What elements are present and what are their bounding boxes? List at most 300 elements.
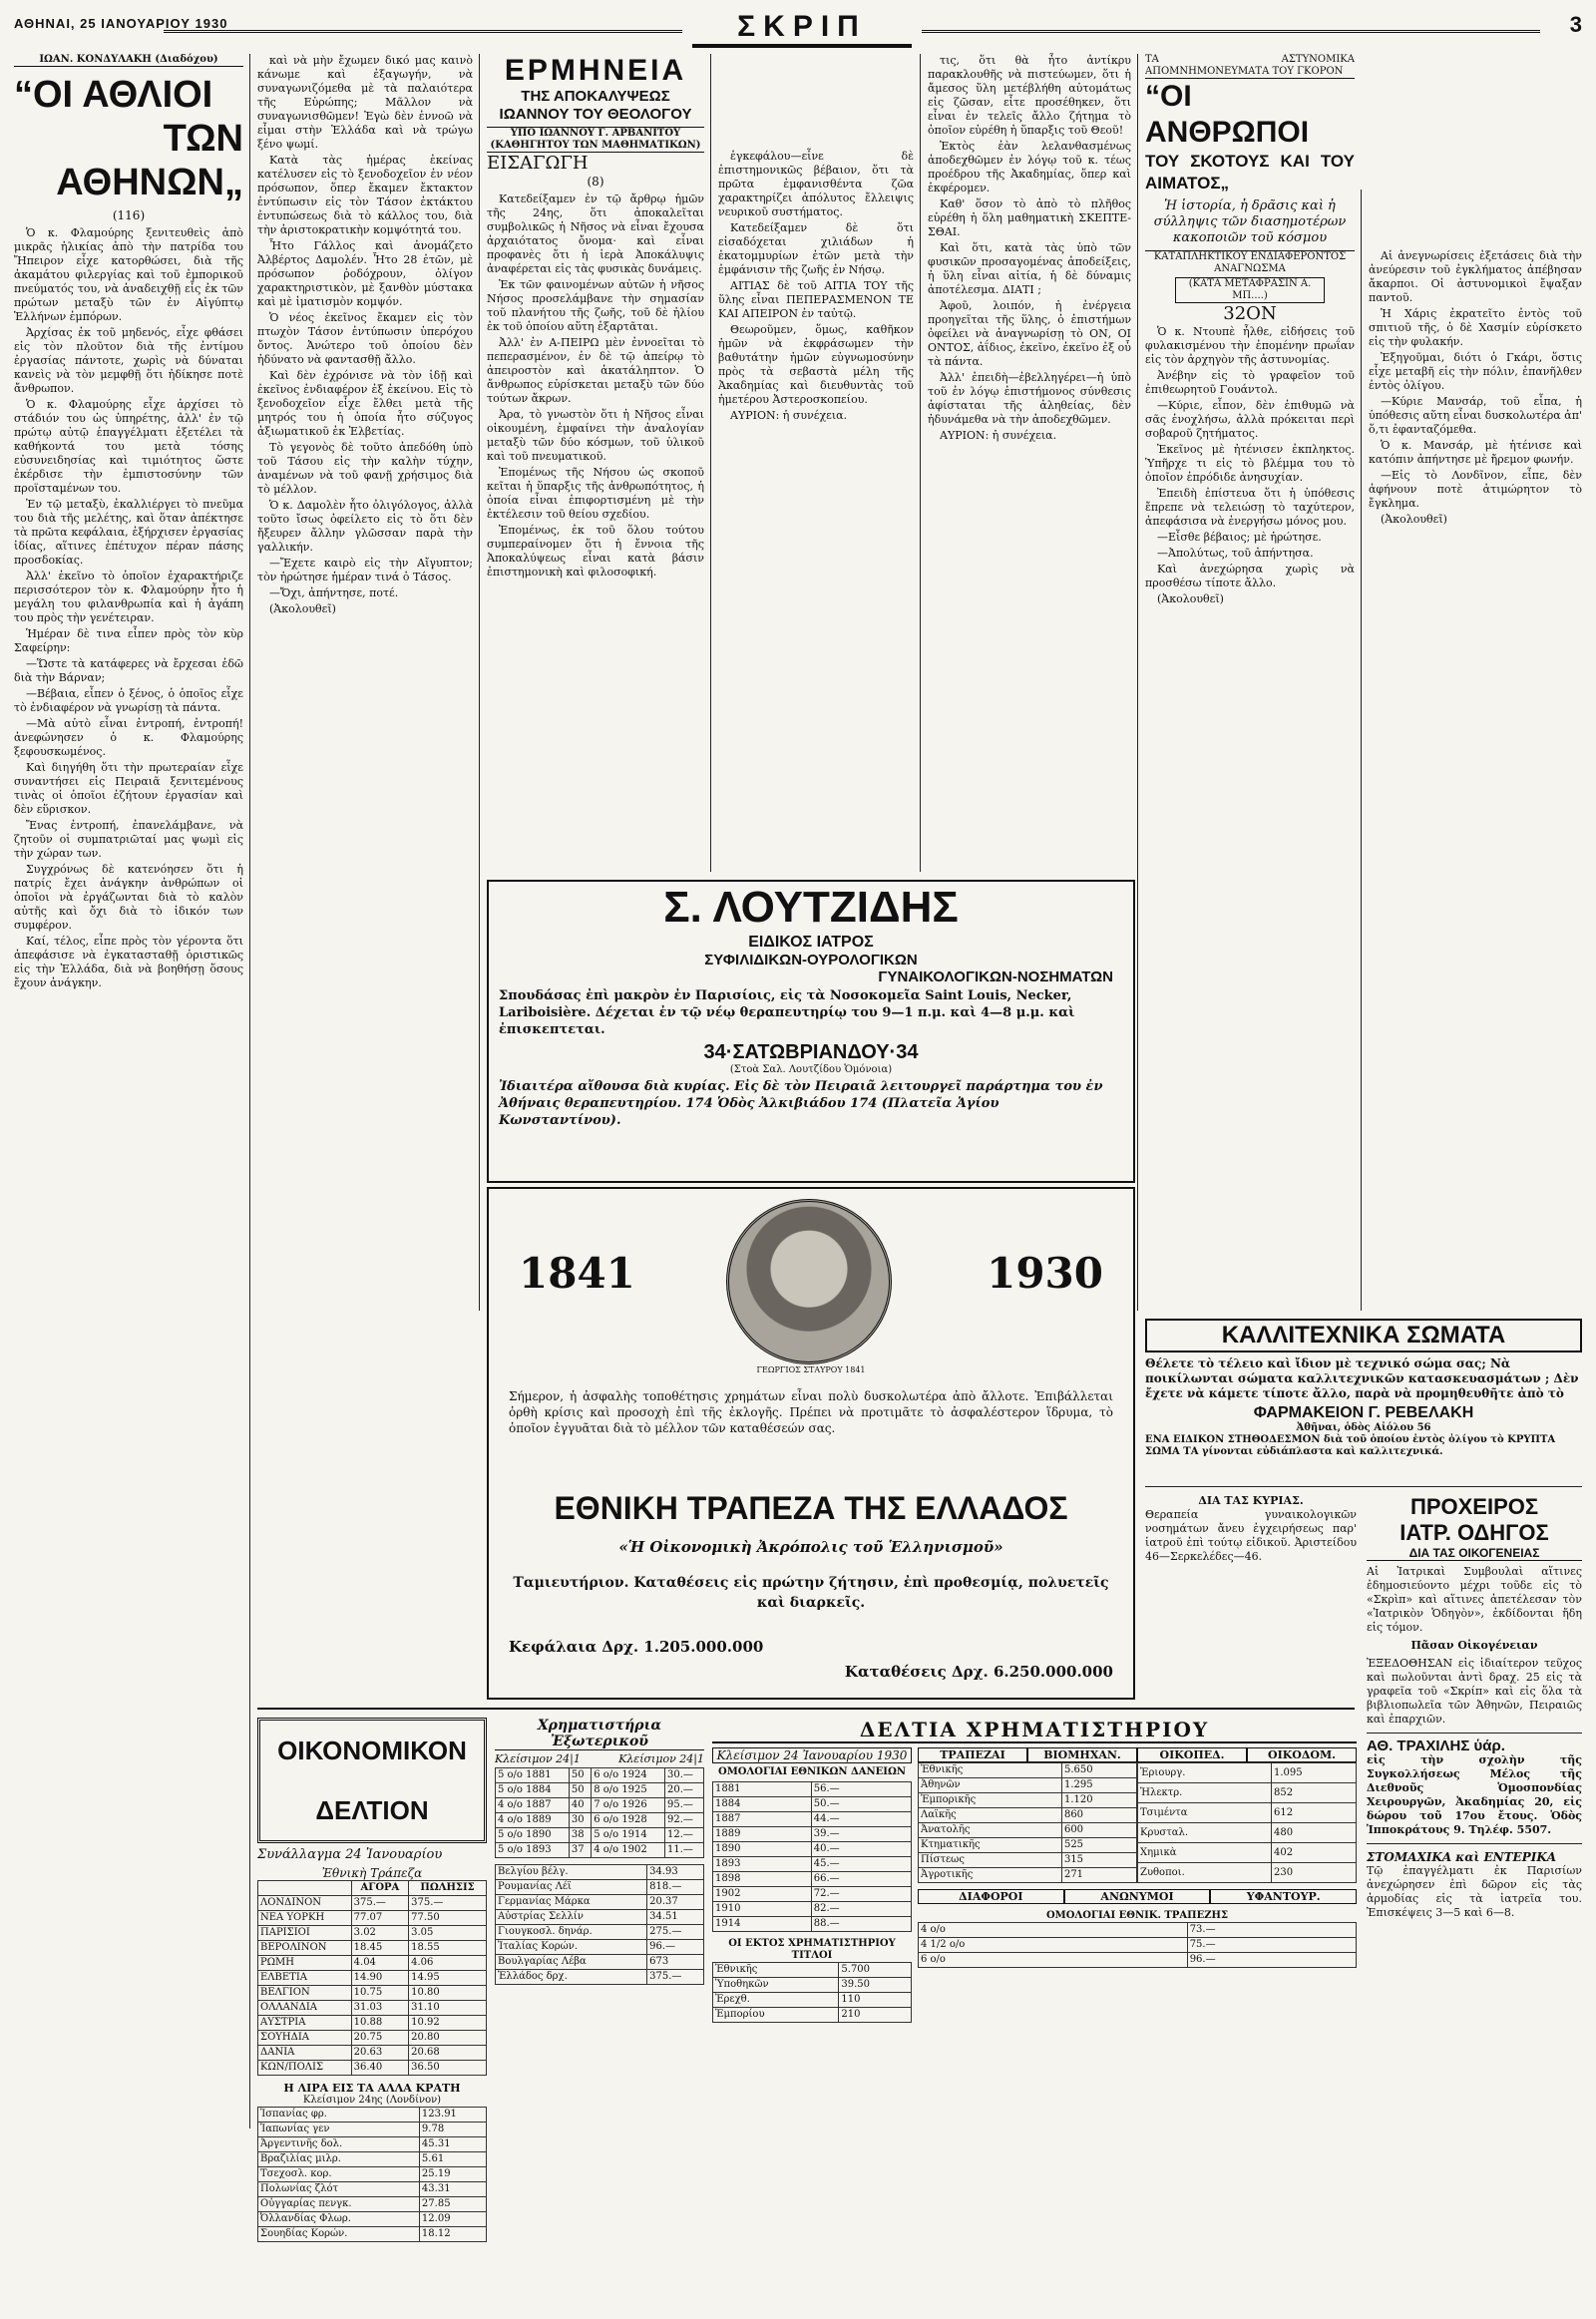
stock-section-header: ΟΙΚΟΔΟΜ.	[1247, 1747, 1357, 1762]
bank-row	[919, 1808, 1137, 1823]
gold-row-cell: Ὀλλανδίας Φλωρ.	[258, 2212, 420, 2227]
column-rule	[479, 54, 480, 1311]
gold-row	[258, 2167, 487, 2182]
foreign-stock-row-cell: Αὐστρίας Σελλίν	[496, 1910, 647, 1925]
bank-row-cell: 1.120	[1061, 1793, 1136, 1808]
exchange-row	[258, 1941, 487, 1956]
foreign-row-cell: 7 ο/ο 1926	[592, 1798, 665, 1813]
foreign-stock-row-cell: 375.—	[647, 1970, 704, 1985]
exchange-header-cell	[258, 1881, 352, 1896]
untraded-row-cell: Ἐρεχθ.	[713, 1993, 839, 2008]
masthead-title: ΣΚΡΙΠ	[692, 10, 912, 48]
foreign-stock-row-cell: Ρουμανίας Λέϊ	[496, 1880, 647, 1895]
exchange-row	[258, 2031, 487, 2046]
foreign-stock-row-cell: 34.51	[647, 1910, 704, 1925]
industry-row-cell: 402	[1272, 1843, 1357, 1863]
gold-row-cell: Πολωνίας ζλότ	[258, 2182, 420, 2197]
loan-row	[713, 1887, 912, 1902]
paragraph: Θεωροῦμεν, ὅμως, καθῆκον ἡμῶν νὰ ἐκφράσωμεν τὴν βαθυτάτην ἡμῶν εὐγνωμοσύνην πρὸς τὰ σεβαστὰ μέλη τῆς Ἀκαδημίας καὶ διευθυντὰς τοῦ ἡμετέρου Ἀστεροσκοπείου.	[718, 323, 914, 406]
foreign-stock-row	[496, 1910, 704, 1925]
exchange-row-cell: 20.68	[409, 2046, 487, 2061]
loan-row-cell: 72.—	[811, 1887, 911, 1902]
doctor-specialty-2: ΓΥΝΑΙΚΟΛΟΓΙΚΩΝ-ΝΟΣΗΜΑΤΩΝ	[878, 968, 1113, 985]
exchange-header-row	[258, 1881, 487, 1896]
anthropoi-kicker3: (ΚΑΤΑ ΜΕΤΑΦΡΑΣΙΝ Α. ΜΠ....)	[1175, 277, 1325, 303]
gold-row-cell: 5.61	[419, 2152, 486, 2167]
doctor-name: Σ. ΛΟΥΤΖΙΔΗΣ	[663, 883, 959, 932]
foreign-row	[496, 1828, 704, 1843]
bonds-rows	[919, 1923, 1357, 1968]
exchange-row-cell: ΟΛΛΑΝΔΙΑ	[258, 2001, 352, 2016]
exchange-bank: Ἐθνικὴ Τράπεζα	[321, 1866, 423, 1880]
foreign-row	[496, 1783, 704, 1798]
industry-table	[1137, 1762, 1357, 1883]
column-rule	[249, 54, 250, 2128]
exchange-row-cell: 10.92	[409, 2016, 487, 2031]
bank-row	[919, 1823, 1137, 1838]
loan-row-cell: 1890	[713, 1842, 812, 1857]
paragraph: —Κύριε Μανσάρ, τοῦ εἶπα, ἡ ὑπόθεσις αὕτη εἶναι δυσκολωτέρα ἀπ' ὅ,τι ἐφανταζόμεθα.	[1369, 395, 1582, 436]
guide-title-2: ΙΑΤΡ. ΟΔΗΓΟΣ	[1399, 1520, 1549, 1545]
untraded-row-cell: 110	[839, 1993, 912, 2008]
gold-row-cell: Ἰαπωνίας γεν	[258, 2123, 420, 2137]
gold-row-cell: 9.78	[419, 2123, 486, 2137]
exchange-row-cell: 3.02	[351, 1926, 408, 1941]
doctor-details: Σπουδάσας ἐπὶ μακρὸν ἐν Παρισίοις, εἰς τὰ Νοσοκομεῖα Saint Louis, Necker, Lariboisière. Δέχεται ἐν τῷ νέῳ θεραπευτηρίῳ του 9—1 π.μ. καὶ 4—8 μ.μ. καὶ ἐπισκεπτεται.	[499, 988, 1075, 1037]
art-sub: ΕΝΑ ΕΙΔΙΚΟΝ ΣΤΗΘΟΔΕΣΜΟΝ διὰ τοῦ ὁποίου ἐντὸς ὀλίγου τὸ ΚΡΥΠΤΑ ΣΩΜΑ ΤΑ γίνονται εὐδιάπλαστα καὶ καλλιτεχνικά.	[1145, 1434, 1556, 1457]
ermineia-section: ΕΙΣΑΓΩΓΗ	[487, 153, 589, 174]
paragraph: Ὁ κ. Ντουπὲ ἦλθε, εἰδήσεις τοῦ φυλακισμένου τὴν ἐπομένην πρωΐαν εἰς τὸν ἀρχηγὸν τῆς ἀστυνομίας.	[1145, 325, 1355, 366]
exchange-row	[258, 2016, 487, 2031]
column-athlioi	[14, 54, 243, 2128]
paragraph: Ἐν τῷ μεταξὺ, ἐκαλλιέργει τὸ πνεῦμα του διὰ τῆς μελέτης, καὶ ὅταν ἀπέκτησε τὰ πρῶτα κεφάλαια, ἐξήρχισεν ἐργασίας ἰδίας, αἵτινες ἐπέτυχον πέραν πάσης προσδοκίας.	[14, 498, 243, 567]
foreign-row-cell: 50	[569, 1768, 591, 1783]
exchange-row	[258, 1986, 487, 2001]
anthropoi-kicker: ΤΑ ΑΣΤΥΝΟΜΙΚΑ ΑΠΟΜΝΗΜΟΝΕΥΜΑΤΑ ΤΟΥ ΓΚΟΡΟΝ	[1145, 54, 1355, 77]
art-title: ΚΑΛΛΙΤΕΧΝΙΚΑ ΣΩΜΑΤΑ	[1145, 1319, 1582, 1353]
paragraph: Ἦτο Γάλλος καὶ ἀνομάζετο Ἀλβέρτος Δαμολέν. Ἦτο 28 ἐτῶν, μὲ πρόσωπον ῥοδόχρουν, ὀλίγον χαρακτηριστικὸν, μὲ ξανθὸν μύστακα καὶ μὲ ἱματισμὸν κομψόν.	[257, 239, 473, 308]
loan-row	[713, 1842, 912, 1857]
loan-row	[713, 1857, 912, 1872]
athlioi-author: ΙΩΑΝ. ΚΟΝΔΥΛΑΚΗ (Διαδόχου)	[14, 54, 243, 67]
bond-row-cell: 73.—	[1187, 1923, 1356, 1938]
paragraph: Ἀλλ' ἐκεῖνο τὸ ὁποῖον ἐχαρακτήριζε περισσότερον τὸν κ. Φλαμούρην ἦτο ἡ μεγάλη του φιλανθρωπία καὶ ἡ ἀγάπη του πρὸς τὴν γενέτειραν.	[14, 570, 243, 624]
exchange-row-cell: 36.40	[351, 2061, 408, 2076]
gold-row	[258, 2227, 487, 2242]
foreign-col1: Κλείσιμον 24|1	[495, 1752, 581, 1765]
gold-row-cell: Ἀργεντινῆς δολ.	[258, 2137, 420, 2152]
foreign-title: Χρηματιστήρια Ἐξωτερικοῦ	[495, 1718, 704, 1750]
bond-row	[919, 1953, 1357, 1968]
foreign-stock-row-cell: 673	[647, 1955, 704, 1970]
foreign-row-cell: 4 ο/ο 1902	[592, 1843, 665, 1858]
paragraph: Ἀνέβην εἰς τὸ γραφεῖον τοῦ ἐπιθεωρητοῦ Γουάντολ.	[1145, 369, 1355, 396]
foreign-col2: Κλείσιμον 24|1	[618, 1752, 704, 1765]
untraded-row-cell: 210	[839, 2008, 912, 2023]
foreign-stocks	[496, 1865, 704, 1985]
exchange-title: Συνάλλαγμα 24 Ἰανουαρίου	[257, 1847, 443, 1862]
athlioi-title-line1: “ΟΙ ΑΘΛΙΟΙ	[14, 74, 213, 116]
exchange-row-cell: 3.05	[409, 1926, 487, 1941]
exchange-row-cell: ΛΟΝΔΙΝΟΝ	[258, 1896, 352, 1911]
ermineia-byline: ΥΠΟ ΙΩΑΝΝΟΥ Γ. ΑΡΒΑΝΙΤΟΥ (ΚΑΘΗΓΗΤΟΥ ΤΩΝ ΜΑΘΗΜΑΤΙΚΩΝ)	[487, 127, 704, 153]
paragraph: Καθ' ὅσον τὸ ἀπὸ τὸ πλῆθος εὑρέθη ἡ ὅλη μαθηματικὴ ΣΚΕΠΤΕ-ΣΘΑΙ.	[928, 197, 1131, 238]
bank-row	[919, 1778, 1137, 1793]
promo-title: ΑΘ. ΤΡΑΧΙΛΗΣ ὑάρ.	[1367, 1738, 1505, 1754]
stock-section-header: ΒΙΟΜΗΧΑΝ.	[1027, 1747, 1137, 1762]
foreign-stock-row-cell: Ἑλλάδος δρχ.	[496, 1970, 647, 1985]
foreign-stock-row-cell: Ἰταλίας Κορών.	[496, 1940, 647, 1955]
loan-row-cell: 40.—	[811, 1842, 911, 1857]
loan-row-cell: 1884	[713, 1797, 812, 1812]
guide-title-1: ΠΡΟΧΕΙΡΟΣ	[1409, 1494, 1539, 1519]
economic-bulletin	[257, 1718, 487, 2316]
paragraph: Ἀλλ' ἐν Α-ΠΕΙΡΩ μὲν ἐννοεῖται τὸ πεπερασμένον, ἐν δὲ τῷ ἀπείρῳ τὸ ἀπειροστὸν καὶ ἀκατάληπτον. Ὁ ἄνθρωπος εὑρίσκεται μεταξὺ τῶν δύο τούτων ἄκρων.	[487, 336, 704, 405]
exchange-row	[258, 1911, 487, 1926]
exchange-row-cell: ΣΟΥΗΔΙΑ	[258, 2031, 352, 2046]
doctor-address-sub: (Στοὰ Σαλ. Λουτζίδου Ὁμόνοια)	[729, 1064, 893, 1075]
exchange-row-cell: 375.—	[409, 1896, 487, 1911]
paragraph: Ἀρα, τὸ γνωστὸν ὅτι ἡ Νῆσος εἶναι οἰκουμένη, ἐμφαίνει τὴν ἀναλογίαν μεταξὺ τῶν δύο κόσμων, τοῦ ὑλικοῦ καὶ τοῦ πνευματικοῦ.	[487, 408, 704, 463]
foreign-stock-row-cell: 818.—	[647, 1880, 704, 1895]
paragraph: Ἐξηγοῦμαι, διότι ὁ Γκάρι, ὅστις εἶχε μεταβῆ εἰς τὴν πόλιν, ἐπανῆλθεν ἐντὸς ὀλίγου.	[1369, 351, 1582, 392]
bonds-table	[918, 1922, 1357, 1968]
exchange-row-cell: ΚΩΝ/ΠΟΛΙΣ	[258, 2061, 352, 2076]
industry-row	[1138, 1763, 1357, 1783]
exchange-row-cell: 31.03	[351, 2001, 408, 2016]
art-bodies-advertisement	[1145, 1319, 1582, 1478]
masthead	[14, 10, 1582, 60]
anthropoi-kicker2: ΚΑΤΑΠΛΗΚΤΙΚΟΥ ΕΝΔΙΑΦΕΡΟΝΤΟΣ ΑΝΑΓΝΩΣΜΑ	[1145, 250, 1355, 275]
masthead-date: ΑΘΗΝΑΙ, 25 ΙΑΝΟΥΑΡΙΟΥ 1930	[14, 16, 228, 31]
loan-row-cell: 1881	[713, 1782, 812, 1797]
bank-services: Ταμιευτήριον. Καταθέσεις εἰς πρώτην ζήτησιν, ἐπὶ προθεσμίᾳ, πολυετεῖς καὶ διαρκεῖς.	[513, 1575, 1109, 1611]
foreign-stock-row-cell: 34.93	[647, 1865, 704, 1880]
foreign-stock-row-cell: 275.—	[647, 1925, 704, 1940]
anthropoi-title-line1: “ΟΙ ΑΝΘΡΩΠΟΙ	[1145, 80, 1310, 149]
exchange-row-cell: 10.75	[351, 1986, 408, 2001]
loan-row	[713, 1917, 912, 1932]
bonds-title: ΟΜΟΛΟΓΙΑΙ ΕΘΝΙΚ. ΤΡΑΠΕΖΗΣ	[1045, 1910, 1229, 1921]
exchange-row	[258, 1971, 487, 1986]
footer-ad-title: ΣΤΟΜΑΧΙΚΑ καὶ ΕΝΤΕΡΙΚΑ	[1367, 1850, 1557, 1864]
gold-row-cell: Οὐγγαρίας πενγκ.	[258, 2197, 420, 2212]
athlioi-body	[14, 226, 243, 990]
gold-row	[258, 2123, 487, 2137]
paragraph: Καὶ ὅτι, κατὰ τὰς ὑπὸ τῶν φυσικῶν προσαγομένας ἀποδείξεις, ἡ ὕλη εἶναι αἰτία, ἡ δὲ δύναμις ἀποτέλεσμα. ΔΙΑΤΙ ;	[928, 241, 1131, 296]
exchange-row-cell: ΒΕΛΓΙΟΝ	[258, 1986, 352, 2001]
masthead-rule-left	[164, 30, 682, 33]
paragraph: ΑΥΡΙΟΝ: ἡ συνέχεια.	[940, 429, 1057, 442]
gold-row-cell: Ἰσπανίας φρ.	[258, 2108, 420, 2123]
masthead-rule-right	[922, 30, 1540, 33]
guide-rule	[1367, 1843, 1582, 1844]
foreign-stock-row	[496, 1970, 704, 1985]
gold-row	[258, 2197, 487, 2212]
art-text: Θέλετε τὸ τέλειο καὶ ἴδιον μὲ τεχνικό σώμα σας; Νὰ ποικίλωνται σώματα καλλιτεχνικῶν κατασκευασμάτων ; Δὲν ἔχετε νὰ κάμετε τίποτε ἄλλο, παρὰ νὰ προμηθευθῆτε ἀπὸ τὸ	[1145, 1356, 1579, 1400]
paragraph: Καί, τέλος, εἶπε πρὸς τὸν γέροντα ὅτι ἀπεφάσισε νὰ ἐγκατασταθῇ ὁριστικῶς εἰς τὴν Ἑλλάδα, διὰ νὰ βοηθήσῃ ὅσους ἔχουν ἀνάγκην.	[14, 935, 243, 989]
loans-title: ΟΜΟΛΟΓΙΑΙ ΕΘΝΙΚΩΝ ΔΑΝΕΙΩΝ	[717, 1766, 907, 1777]
ermineia-number: (8)	[587, 175, 604, 189]
industry-row-cell: Χημικὰ	[1138, 1843, 1272, 1863]
industry-rows	[1138, 1763, 1357, 1883]
paragraph: Ὁ κ. Φλαμούρης εἶχε ἀρχίσει τὸ στάδιόν του ὡς ὑπηρέτης, ἀλλ' ἐν τῷ πρώτῳ αὐτῷ ἐπαγγέλματι ἐξετέλει τὰ καθήκοντά του μετὰ τόσης εὐσυνειδησίας καὶ τιμιότητος ὥστε ἐκέρδισε τὴν ἐμπιστοσύνην τῶν προϊσταμένων του.	[14, 398, 243, 495]
loan-row	[713, 1872, 912, 1887]
gold-row	[258, 2108, 487, 2123]
gold-row-cell: 123.91	[419, 2108, 486, 2123]
bank-year-2: 1930	[987, 1249, 1103, 1298]
column-rule	[710, 54, 711, 872]
bank-capital: Κεφάλαια Δρχ. 1.205.000.000	[509, 1638, 764, 1656]
loan-row-cell: 1914	[713, 1917, 812, 1932]
gold-row	[258, 2137, 487, 2152]
loan-row-cell: 1889	[713, 1827, 812, 1842]
paragraph: Ὁ κ. Δαμολὲν ἦτο ὀλιγόλογος, ἀλλὰ τοῦτο ἴσως ὀφείλετο εἰς τὸ ὅτι δὲν ἤξευρεν ἄλλην γλῶσσαν παρὰ τὴν γαλλικήν.	[257, 499, 473, 554]
bank-row-cell: Ἀγροτικῆς	[919, 1868, 1062, 1883]
untraded-row-cell: 5.700	[839, 1963, 912, 1978]
foreign-row-cell: 40	[569, 1798, 591, 1813]
paragraph: —Ὄχι, ἀπήντησε, ποτέ.	[269, 586, 399, 599]
paragraph: τις, ὅτι θὰ ἦτο ἀντίκρυ παρακλουθῆς νὰ πιστεύωμεν, ὅτι ἡ ἄμεσος ὕλη μετέβλήθη αὐτομάτως εἰς ζῶσαν, εἶτε προσέθηκεν, ὅτι εἶναι ἐν τελεῖς ἄλλο ζήτημα τὸ ὁποῖον εὑρέθη ἡ ὕπαρξις τοῦ Θεοῦ!	[928, 54, 1131, 137]
bank-rows	[919, 1763, 1137, 1883]
foreign-row-cell: 8 ο/ο 1925	[592, 1783, 665, 1798]
paragraph: Αἱ ἀνεγνωρίσεις ἐξετάσεις διὰ τὴν ἀνεύρεσιν τοῦ ἐγκλήματος ἀπέβησαν ἄκαρποι. Οἱ ἀστυνομικοὶ ἔψαξαν παντοῦ.	[1369, 249, 1582, 304]
exchange-row-cell: ΔΑΝΙΑ	[258, 2046, 352, 2061]
exchange-row	[258, 2046, 487, 2061]
column-rule	[1137, 54, 1138, 1311]
bond-row-cell: 96.—	[1187, 1953, 1356, 1968]
paragraph: —Βέβαια, εἶπεν ὁ ξένος, ὁ ὁποῖος εἶχε τὸ ἐνδιαφέρον νὰ γνωρίσῃ τὰ πάντα.	[14, 687, 243, 714]
doctor-specialty-1: ΣΥΦΙΛΙΔΙΚΩΝ-ΟΥΡΟΛΟΓΙΚΩΝ	[704, 952, 918, 968]
foreign-row-cell: 5 ο/ο 1893	[496, 1843, 570, 1858]
gold-row-cell: 27.85	[419, 2197, 486, 2212]
exchange-row	[258, 2001, 487, 2016]
paragraph: Καὶ ἀνεχώρησα χωρὶς νὰ προσθέσω τίποτε ἄλλο.	[1145, 563, 1355, 589]
loan-row-cell: 1902	[713, 1887, 812, 1902]
foreign-row-cell: 38	[569, 1828, 591, 1843]
athlioi-number: (116)	[112, 208, 146, 222]
foreign-stock-row-cell: Βελγίου βέλγ.	[496, 1865, 647, 1880]
ermineia-body	[487, 193, 704, 580]
bank-row-cell: Πίστεως	[919, 1853, 1062, 1868]
foreign-row-cell: 20.—	[665, 1783, 704, 1798]
industry-row-cell: Τσιμέντα	[1138, 1803, 1272, 1823]
medallion-caption: ΓΕΩΡΓΙΟΣ ΣΤΑΥΡΟΥ 1841	[756, 1365, 866, 1374]
foreign-row-cell: 6 ο/ο 1928	[592, 1813, 665, 1828]
gold-title: Η ΛΙΡΑ ΕΙΣ ΤΑ ΑΛΛΑ ΚΡΑΤΗ	[283, 2082, 461, 2095]
exchange-row-cell: 18.45	[351, 1941, 408, 1956]
ermineia-title: ΕΡΜΗΝΕΙΑ	[504, 54, 687, 87]
anthropoi-continued-body	[1369, 249, 1582, 527]
exchange-row-cell: 4.06	[409, 1956, 487, 1971]
exchange-row	[258, 1956, 487, 1971]
untraded-row-cell: Ὑποθηκῶν	[713, 1978, 839, 1993]
foreign-row-cell: 4 ο/ο 1887	[496, 1798, 570, 1813]
bank-slogan: «Ἡ Οἰκονομικὴ Ἀκρόπολις τοῦ Ἑλληνισμοῦ»	[618, 1538, 1003, 1556]
doctor-title: ΕΙΔΙΚΟΣ ΙΑΤΡΟΣ	[748, 934, 874, 951]
paragraph: Ἐπομένως τῆς Νήσου ὡς σκοποῦ κεῖται ἡ ὕπαρξις τῆς ἀνθρωπότητος, ἡ ὁποία εἶναι ἐπιφορτισμένη μὲ τὴν ἐκτέλεσιν τοῦ θείου σχεδίου.	[487, 466, 704, 521]
paragraph: Καὶ διηγήθη ὅτι τὴν πρωτεραίαν εἶχε συναντήσει εἰς Πειραιᾶ ξενιτεμένους τινὰς οἱ ὁποῖοι ἐζήτουν ἐργασίαν καὶ δὲν εὕρισκον.	[14, 761, 243, 816]
stock-section-header: ΥΦΑΝΤΟΥΡ.	[1210, 1889, 1357, 1904]
stock-bulletin	[712, 1718, 1357, 2316]
newspaper-page	[14, 10, 1582, 2309]
bank-text: Σήμερον, ἡ ἀσφαλὴς τοποθέτησις χρημάτων εἶναι πολὺ δυσκολωτέρα ἀπὸ ἄλλοτε. Ἐπιβάλλεται ὀρθὴ κρίσις καὶ προσοχὴ ἐπὶ τῆς ἐκλογῆς. Πρέπει νὰ προτιμᾶτε τὸ ἀσφαλέστερον ἵδρυμα, τὸ ὁποῖον ἐγγυᾶται διὰ τὸ μέλλον τῶν καταθέσεών σας.	[509, 1389, 1113, 1435]
stock-section-header: ΔΙΑΦΟΡΟΙ	[918, 1889, 1064, 1904]
exchange-header-cell: ΑΓΟΡΑ	[351, 1881, 408, 1896]
paragraph: ΑΥΡΙΟΝ: ἡ συνέχεια.	[730, 409, 848, 422]
foreign-table	[495, 1767, 704, 1858]
anthropoi-subtitle: Ἡ ἱστορία, ἡ δρᾶσις καὶ ἡ σύλληψις τῶν διασημοτέρων κακοποιῶν τοῦ κόσμου	[1153, 198, 1347, 245]
column-ermineia	[487, 54, 704, 872]
untraded-row	[713, 1993, 912, 2008]
bank-row-cell: Ἀθηνῶν	[919, 1778, 1062, 1793]
gold-row-cell: 45.31	[419, 2137, 486, 2152]
bank-row-cell: 315	[1061, 1853, 1136, 1868]
ermineia-continued-body-2	[928, 54, 1131, 443]
bond-row-cell: 4 ο/ο	[919, 1923, 1188, 1938]
exchange-row	[258, 1926, 487, 1941]
bond-row-cell: 6 ο/ο	[919, 1953, 1188, 1968]
foreign-row-cell: 6 ο/ο 1924	[592, 1768, 665, 1783]
foreign-row-cell: 4 ο/ο 1889	[496, 1813, 570, 1828]
bond-row	[919, 1938, 1357, 1953]
exchange-row-cell: ΒΕΡΟΛΙΝΟΝ	[258, 1941, 352, 1956]
exchange-row-cell: ΠΑΡΙΣΙΟΙ	[258, 1926, 352, 1941]
gold-subtitle: Κλείσιμον 24ης (Λονδίνον)	[302, 2095, 442, 2106]
untraded-row	[713, 1963, 912, 1978]
industry-row-cell: Κρυσταλ.	[1138, 1823, 1272, 1843]
paragraph: Ἐκ τῶν φαινομένων αὐτῶν ἡ νῆσος Νήσος προσελάμβανε τὴν σημασίαν τοῦ πλανήτου τῆς ζωῆς, τοῦ δὲ ἡλίου ἐκ τοῦ ὁποίου αὕτη ἐξαρτᾶται.	[487, 278, 704, 333]
foreign-stock-row	[496, 1895, 704, 1910]
foreign-stock-row-cell: Γερμανίας Μάρκα	[496, 1895, 647, 1910]
stock-section-header: ΑΝΩΝΥΜΟΙ	[1064, 1889, 1211, 1904]
paragraph: Ἑπομένως, ἐκ τοῦ ὅλου τούτου συμπεραίνομεν ὅτι ἡ ἔννοια τῆς Ἀποκαλύψεως εἶναι κατὰ βάσιν ἐπιστημονικὴ καὶ φιλοσοφική.	[487, 524, 704, 579]
exchange-row-cell: 18.55	[409, 1941, 487, 1956]
gold-row-cell: Βραζιλίας μιλρ.	[258, 2152, 420, 2167]
loan-row	[713, 1902, 912, 1917]
loan-row-cell: 39.—	[811, 1827, 911, 1842]
gold-row-cell: 43.31	[419, 2182, 486, 2197]
exchange-rows	[258, 1896, 487, 2076]
ermineia-subtitle: ΤΗΣ ΑΠΟΚΑΛΥΨΕΩΣ ΙΩΑΝΝΟΥ ΤΟΥ ΘΕΟΛΟΓΟΥ	[499, 88, 692, 123]
paragraph: Ἐκτὸς ἐὰν λελανθασμένως ἀποδεχθῶμεν ἐν λόγῳ τοῦ κ. τέως προέδρου τῆς Ἀκαδημίας, ὅπερ καὶ ἐκφέρομεν.	[928, 140, 1131, 194]
gold-row-cell: 25.19	[419, 2167, 486, 2182]
foreign-row-cell: 12.—	[665, 1828, 704, 1843]
exchange-row-cell: 77.50	[409, 1911, 487, 1926]
paragraph: —Ἀπολύτως, τοῦ ἀπήντησα.	[1157, 547, 1314, 560]
foreign-row-cell: 11.—	[665, 1843, 704, 1858]
exchange-row-cell: ΡΩΜΗ	[258, 1956, 352, 1971]
paragraph: Ἐκεῖνος μὲ ἠτένισεν ἐκπληκτος. Ὑπῆρχε τι εἰς τὸ βλέμμα του τὸ ὁποῖον ἐπρόδιδε ἀνησυχίαν.	[1145, 443, 1355, 484]
exchange-row-cell: 31.10	[409, 2001, 487, 2016]
paragraph: —Μὰ αὐτὸ εἶναι ἐντροπή, ἐντροπή! ἀνεφώνησεν ὁ κ. Φλαμούρης ξεφουσκωμένος.	[14, 717, 243, 758]
foreign-row	[496, 1768, 704, 1783]
paragraph: Ἀφοῦ, λοιπόν, ἡ ἐνέργεια προηγεῖται τῆς ὕλης, ὁ ἐπιστήμων ὀφείλει νὰ ἀναγνωρίσῃ τὸ ΟΝ, ΟΙ ΟΝΤΟΣ, ἀΐδιος, ἐκεῖνο, ἐκεῖνο ἐξ οὗ τὰ πάντα.	[928, 299, 1131, 368]
paragraph: (Ἀκολουθεῖ)	[269, 602, 336, 615]
guide-text: Αἱ Ἰατρικαὶ Συμβουλαὶ αἵτινες ἐδημοσιεύοντο μέχρι τοῦδε εἰς τὸ «Σκρὶπ» καὶ αἵτινες ἀπετέλεσαν τὸν «Ἰατρικὸν Ὁδηγὸν», ἐκδίδονται ἤδη εἰς τόμον.	[1367, 1565, 1582, 1634]
foreign-stock-row-cell: Βουλγαρίας Λέβα	[496, 1955, 647, 1970]
loan-row	[713, 1797, 912, 1812]
untraded-row	[713, 1978, 912, 1993]
exchange-row-cell: 77.07	[351, 1911, 408, 1926]
foreign-row	[496, 1843, 704, 1858]
paragraph: Συγχρόνως δὲ κατενόησεν ὅτι ἡ πατρίς ἔχει ἀνάγκην ἀνθρώπων οἱ ὁποῖοι νὰ ἐργάζωνται διὰ τὸ καλὸν αὐτῆς καὶ ὄχι διὰ τὸ ἰδικόν των συμφέρον.	[14, 863, 243, 932]
exchange-header-cell: ΠΩΛΗΣΙΣ	[409, 1881, 487, 1896]
page-number: 3	[1569, 12, 1582, 37]
loan-row-cell: 66.—	[811, 1872, 911, 1887]
athlioi-continued-body	[257, 54, 473, 616]
exchange-row-cell: 14.90	[351, 1971, 408, 1986]
guide-text-2: ἘΞΕΔΟΘΗΣΑΝ εἰς ἰδιαίτερον τεῦχος καὶ πωλοῦνται ἀντὶ δραχ. 25 εἰς τὰ γραφεῖα τοῦ «Σκρίπ» καὶ εἰς ὅλα τὰ βιβλιοπωλεῖα τῶν Ἀθηνῶν, Πειραιῶς καὶ ἐπαρχιῶν.	[1367, 1657, 1582, 1726]
untraded-row-cell: Ἐθνικῆς	[713, 1963, 839, 1978]
loan-row	[713, 1812, 912, 1827]
medical-guide-column	[1367, 1494, 1582, 2312]
loan-row-cell: 88.—	[811, 1917, 911, 1932]
footer-ad-text: Τῷ ἐπαγγέλματι ἐκ Παρισίων ἀνεχώρησεν ἐπὶ δῶρον εἰς τὰς ἀρμοδίας εἰς τὰ ἰατρεῖα του. Ἐπισκέψεις 3—5 καὶ 6—8.	[1367, 1864, 1582, 1919]
bank-name: ΕΘΝΙΚΗ ΤΡΑΠΕΖΑ ΤΗΣ ΕΛΛΑΔΟΣ	[554, 1490, 1068, 1526]
paragraph: Ὁ νέος ἐκεῖνος ἔκαμεν εἰς τὸν πτωχὸν Τάσον ἐντύπωσιν ὑπερόχου ὄντος. Ἀνώτερο τοῦ ὁποίου δὲν ἠδύνατο νὰ φαντασθῇ ἄλλο.	[257, 311, 473, 366]
paragraph: Κατὰ τὰς ἡμέρας ἐκείνας κατέλυσεν εἰς τὸ ξενοδοχεῖον ἐν νέον πρόσωπον, ὅπερ ἔκαμεν ἔκτακτον ἐντύπωσιν εἰς τὸν Τάσον ἐκτάκτου ἐντυπώσεως διὰ τὸ κάλλος του, διὰ τὴν ἀριστοκρατικὴν κομψότητά του.	[257, 154, 473, 236]
anthropoi-body	[1145, 325, 1355, 606]
exchange-row-cell: 20.63	[351, 2046, 408, 2061]
paragraph: Καὶ δὲν ἐχρόνισε νὰ τὸν ἰδῇ καὶ ἐκεῖνος ἐνδιαφέρον ἐξ ἐκείνου. Εἰς τὸ ξενοδοχεῖον εἶχε ἔλθει μετὰ τῆς μητρός του ἡ ὁποία ἦτο σύζυγος ἀξιωματικοῦ ἐκ Ἑλβετίας.	[257, 369, 473, 438]
paragraph: Ἡ Χάρις ἐκρατεῖτο ἐντὸς τοῦ σπιτιοῦ τῆς, ὁ δὲ Χασμίν εὑρίσκετο εἰς τὴν φυλακήν.	[1369, 307, 1582, 348]
paragraph: Ἐπειδὴ ἐπίστευα ὅτι ἡ ὑπόθεσις ἔπρεπε νὰ τελειώσῃ τὸ ταχύτερον, ἀπεφάσισα νὰ ἐνεργήσω μόνος μου.	[1145, 487, 1355, 528]
portrait-image	[726, 1199, 892, 1364]
loan-row	[713, 1827, 912, 1842]
foreign-row-cell: 5 ο/ο 1884	[496, 1783, 570, 1798]
loans-table	[712, 1781, 912, 1932]
exchange-row-cell: 20.75	[351, 2031, 408, 2046]
gold-row-cell: Τσεχοσλ. κορ.	[258, 2167, 420, 2182]
art-address: Ἀθῆναι, ὁδὸς Αἰόλου 56	[1296, 1422, 1431, 1433]
exchange-row-cell: 20.80	[409, 2031, 487, 2046]
foreign-row-cell: 50	[569, 1783, 591, 1798]
industry-row-cell: 480	[1272, 1823, 1357, 1843]
bank-row-cell: 860	[1061, 1808, 1136, 1823]
foreign-row-cell: 95.—	[665, 1798, 704, 1813]
stock-section-header: ΟΙΚΟΠΕΔ.	[1137, 1747, 1247, 1762]
bank-row	[919, 1763, 1137, 1778]
athlioi-title-line2: ΤΩΝ ΑΘΗΝΩΝ„	[56, 118, 243, 203]
bank-row-cell: 271	[1061, 1868, 1136, 1883]
paragraph: Ἔνας ἐντροπή, ἐπανελάμβανε, νὰ ζητοῦν οἱ συμπατριῶταί μας ψωμὶ εἰς τὴν χώραν των.	[14, 819, 243, 860]
industry-row	[1138, 1803, 1357, 1823]
bank-row-cell: 1.295	[1061, 1778, 1136, 1793]
paragraph: Τὸ γεγονὸς δὲ τοῦτο ἀπεδόθη ὑπὸ τοῦ Τάσου εἰς τὴν καλὴν τύχην, ἀναμένων νὰ τοῦ φανῇ χρήσιμος διὰ τὸ μέλλον.	[257, 441, 473, 496]
industry-row-cell: Ἠλεκτρ.	[1138, 1783, 1272, 1803]
gold-row	[258, 2182, 487, 2197]
column-athlioi-cont	[257, 54, 473, 1311]
ladies-advertisement	[1145, 1494, 1357, 1563]
industry-row	[1138, 1823, 1357, 1843]
gold-row	[258, 2212, 487, 2227]
exchange-row-cell: ΕΛΒΕΤΙΑ	[258, 1971, 352, 1986]
loan-row-cell: 1887	[713, 1812, 812, 1827]
paragraph: —Ὥστε τὰ κατάφερες νὰ ἔρχεσαι ἐδῶ διὰ τὴν Βάρναν;	[14, 657, 243, 684]
foreign-stock-row	[496, 1940, 704, 1955]
exchange-row	[258, 1896, 487, 1911]
paragraph: ἐγκεφάλου—εἶνε δὲ ἐπιστημονικῶς βέβαιον, ὅτι τὰ πρῶτα ἐμφανισθέντα ζῶα χαρακτηρίζει ἀπόλυτος ἔλλειψις νευρικοῦ συστήματος.	[718, 150, 914, 218]
foreign-stock-row-cell: 20.37	[647, 1895, 704, 1910]
bond-row	[919, 1923, 1357, 1938]
other-section-headers	[918, 1889, 1357, 1904]
guide-heading-2: Πᾶσαν Οἰκογένειαν	[1410, 1639, 1538, 1652]
untraded-title: ΟΙ ΕΚΤΟΣ ΧΡΗΜΑΤΙΣΤΗΡΙΟΥ ΤΙΤΛΟΙ	[728, 1938, 896, 1961]
loan-row-cell: 45.—	[811, 1857, 911, 1872]
industry-row-cell: Ζυθοποι.	[1138, 1863, 1272, 1883]
bank-row-cell: 525	[1061, 1838, 1136, 1853]
